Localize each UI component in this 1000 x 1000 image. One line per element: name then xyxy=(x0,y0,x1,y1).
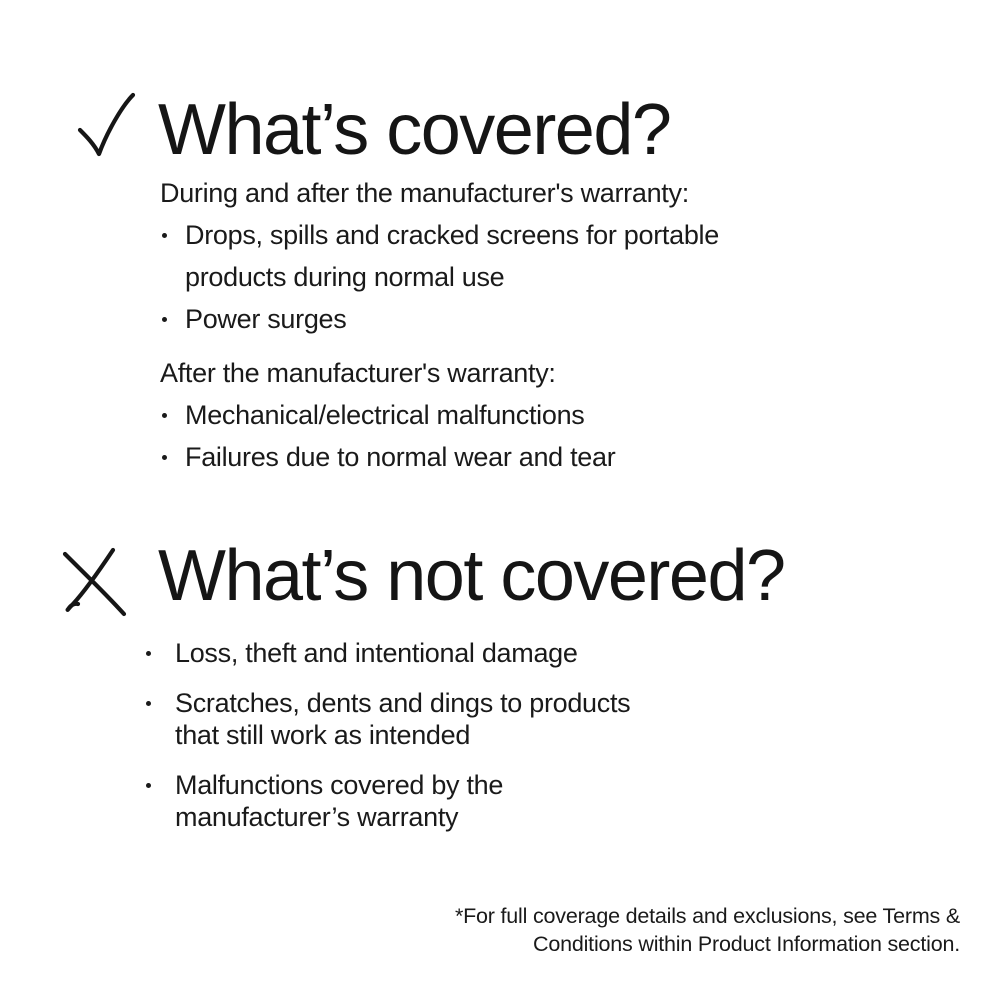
list-item xyxy=(146,687,846,752)
covered-group-during-after xyxy=(160,172,840,340)
bullet-dot xyxy=(146,701,151,706)
group-heading-text: During and after the manufacturer's warranty: xyxy=(160,178,689,208)
list-item-text: manufacturer’s warranty xyxy=(175,802,459,832)
not-covered-section-body xyxy=(146,637,846,851)
group-heading xyxy=(160,172,840,214)
footnote-line: Conditions within Product Information section. xyxy=(533,932,960,956)
list-item-text: Mechanical/electrical malfunctions xyxy=(185,400,585,430)
group-heading-text: After the manufacturer's warranty: xyxy=(160,358,556,388)
list-item xyxy=(146,637,846,670)
list-item-continuation xyxy=(160,256,840,298)
covered-group-after xyxy=(160,352,840,478)
list-item-text: products during normal use xyxy=(185,262,505,292)
list-item xyxy=(160,394,840,436)
bullet-dot xyxy=(146,651,151,656)
list-item-text: Scratches, dents and dings to products xyxy=(175,687,631,718)
footnote-line: *For full coverage details and exclusions, see Terms & xyxy=(454,904,960,928)
list-item-text: Failures due to normal wear and tear xyxy=(185,442,616,472)
list-item-text: Malfunctions covered by the xyxy=(175,769,504,800)
not-covered-title: What’s not covered? xyxy=(158,536,785,616)
footnote xyxy=(455,902,960,958)
list-item xyxy=(160,214,840,256)
bullet-dot xyxy=(162,317,167,322)
covered-section-body xyxy=(160,172,840,478)
list-item-text: Loss, theft and intentional damage xyxy=(175,638,578,668)
bullet-dot xyxy=(162,455,167,460)
list-item xyxy=(160,436,840,478)
check-icon xyxy=(76,92,138,162)
list-item-text: Drops, spills and cracked screens for portable xyxy=(185,220,719,250)
list-item xyxy=(146,769,846,834)
bullet-dot xyxy=(162,233,167,238)
list-item xyxy=(160,298,840,340)
bullet-dot xyxy=(146,783,151,788)
list-item-text: that still work as intended xyxy=(175,720,471,750)
bullet-dot xyxy=(162,413,167,418)
covered-title: What’s covered? xyxy=(158,90,671,170)
x-icon xyxy=(58,546,132,620)
list-item-text: Power surges xyxy=(185,304,347,334)
group-heading xyxy=(160,352,840,394)
